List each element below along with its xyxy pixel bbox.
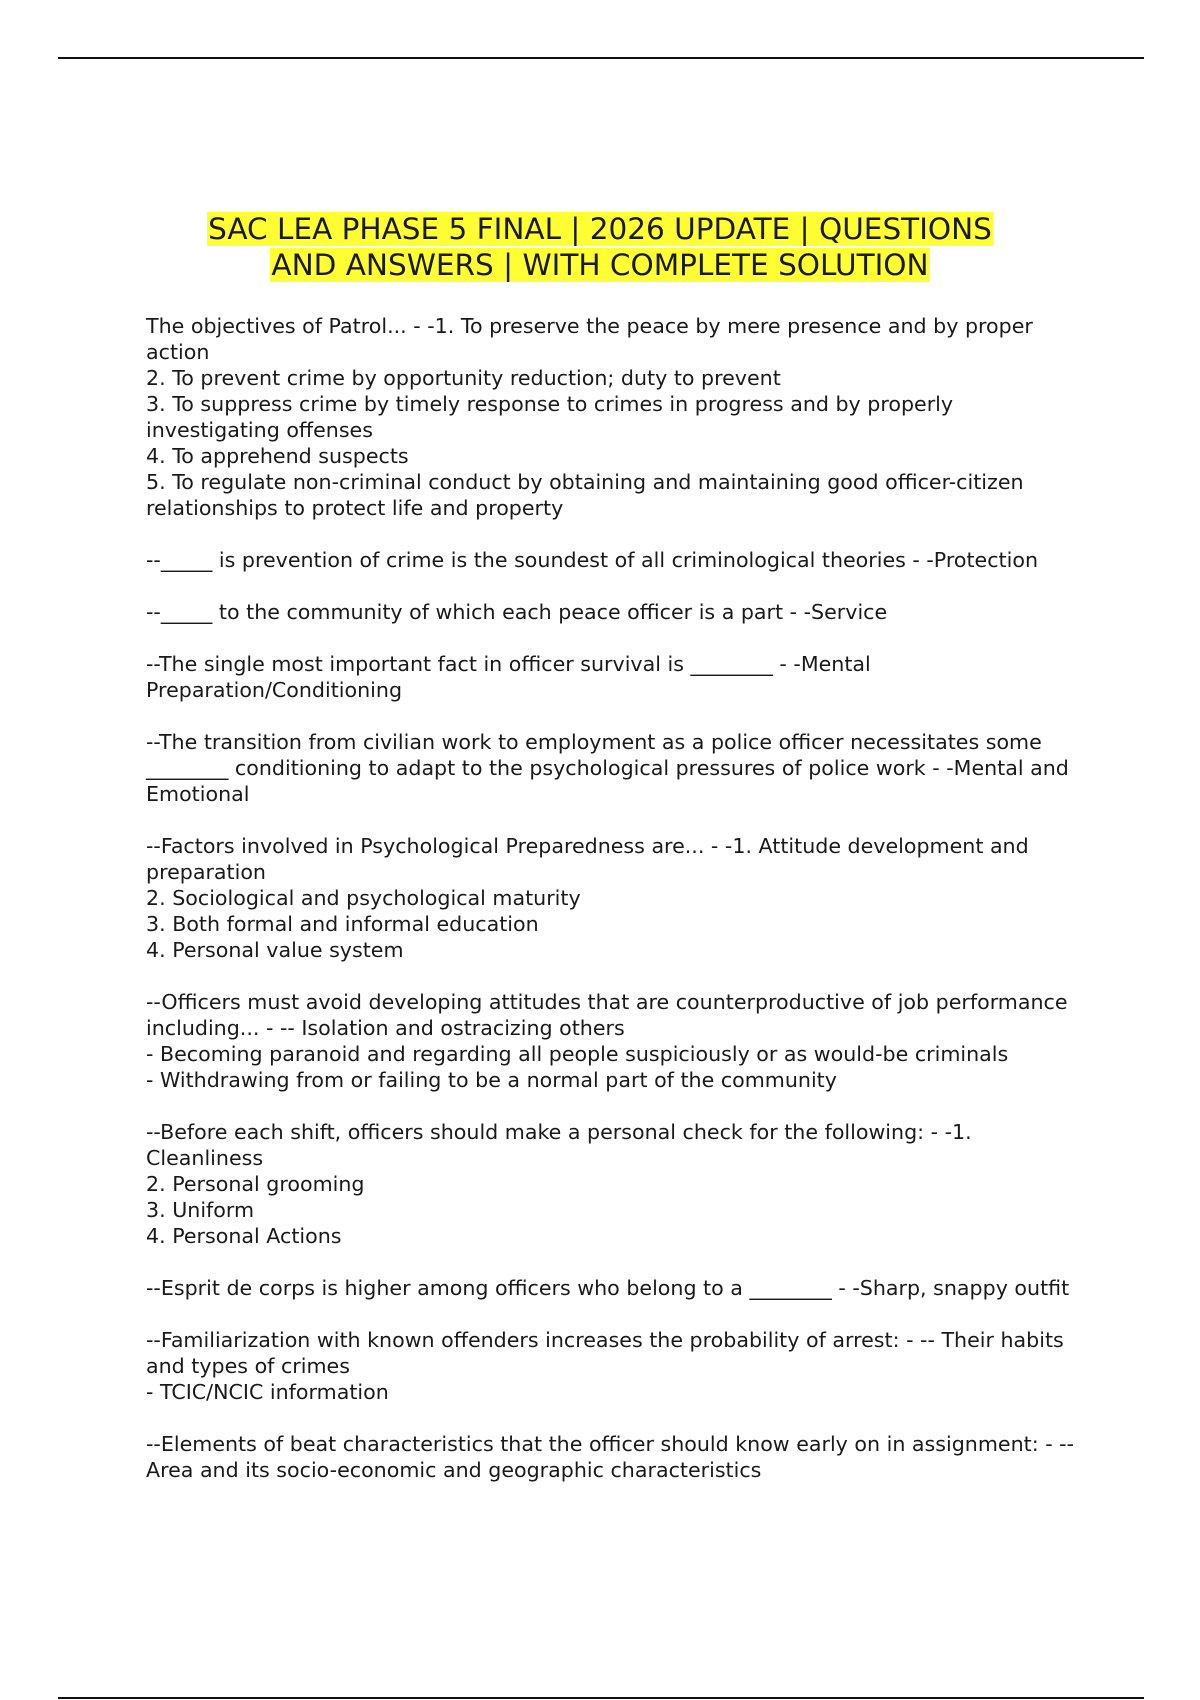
qa-line: - Withdrawing from or failing to be a normal part of the community: [146, 1068, 837, 1092]
qa-line: 3. Uniform: [146, 1198, 255, 1222]
qa-item: [146, 651, 1076, 703]
qa-list: [146, 313, 1076, 1509]
qa-item: [146, 989, 1076, 1093]
qa-line: 3. To suppress crime by timely response to crimes in progress and by properly investigating offenses: [146, 392, 954, 442]
qa-item: [146, 599, 1076, 625]
qa-line: --Esprit de corps is higher among officers who belong to a ________ - -Sharp, snappy outfit: [146, 1276, 1070, 1300]
qa-item: [146, 1327, 1076, 1405]
qa-item: [146, 833, 1076, 963]
qa-item: [146, 1275, 1076, 1301]
qa-item: [146, 547, 1076, 573]
qa-line: The objectives of Patrol... - -1. To preserve the peace by mere presence and by proper action: [146, 314, 1033, 364]
qa-line: 2. Personal grooming: [146, 1172, 365, 1196]
qa-line: 2. To prevent crime by opportunity reduction; duty to prevent: [146, 366, 781, 390]
qa-line: --Officers must avoid developing attitudes that are counterproductive of job performance including... - -- Isolation and ostracizing others: [146, 990, 1068, 1040]
qa-line: --The transition from civilian work to employment as a police officer necessitates some ________ conditioning to adapt to the psychological pressures of police work - -Mental and Emotional: [146, 730, 1069, 806]
document-title: [0, 211, 1200, 283]
qa-line: 2. Sociological and psychological maturity: [146, 886, 581, 910]
qa-line: --Factors involved in Psychological Preparedness are... - -1. Attitude development and preparation: [146, 834, 1029, 884]
title-line-1: SAC LEA PHASE 5 FINAL | 2026 UPDATE | QUESTIONS: [208, 212, 992, 246]
bottom-rule: [58, 1697, 1144, 1699]
qa-line: --The single most important fact in officer survival is ________ - -Mental Preparation/Conditioning: [146, 652, 871, 702]
qa-item: [146, 313, 1076, 521]
qa-line: - Becoming paranoid and regarding all people suspiciously or as would-be criminals: [146, 1042, 1009, 1066]
qa-line: 4. Personal Actions: [146, 1224, 342, 1248]
qa-line: 5. To regulate non-criminal conduct by obtaining and maintaining good officer-citizen relationships to protect life and property: [146, 470, 1024, 520]
qa-line: 4. To apprehend suspects: [146, 444, 409, 468]
title-line-2: AND ANSWERS | WITH COMPLETE SOLUTION: [271, 248, 929, 282]
qa-line: --Familiarization with known offenders increases the probability of arrest: - -- Their habits and types of crimes: [146, 1328, 1064, 1378]
qa-line: --Elements of beat characteristics that the officer should know early on in assignment: - -- Area and its socio-economic and geographic characteristics: [146, 1432, 1075, 1482]
qa-line: 4. Personal value system: [146, 938, 404, 962]
qa-line: --_____ is prevention of crime is the soundest of all criminological theories - -Protection: [146, 548, 1038, 572]
qa-item: [146, 729, 1076, 807]
qa-item: [146, 1431, 1076, 1483]
qa-item: [146, 1119, 1076, 1249]
qa-line: 3. Both formal and informal education: [146, 912, 539, 936]
top-rule: [58, 57, 1144, 59]
qa-line: --Before each shift, officers should make a personal check for the following: - -1. Cleanliness: [146, 1120, 972, 1170]
qa-line: --_____ to the community of which each peace officer is a part - -Service: [146, 600, 888, 624]
qa-line: - TCIC/NCIC information: [146, 1380, 389, 1404]
